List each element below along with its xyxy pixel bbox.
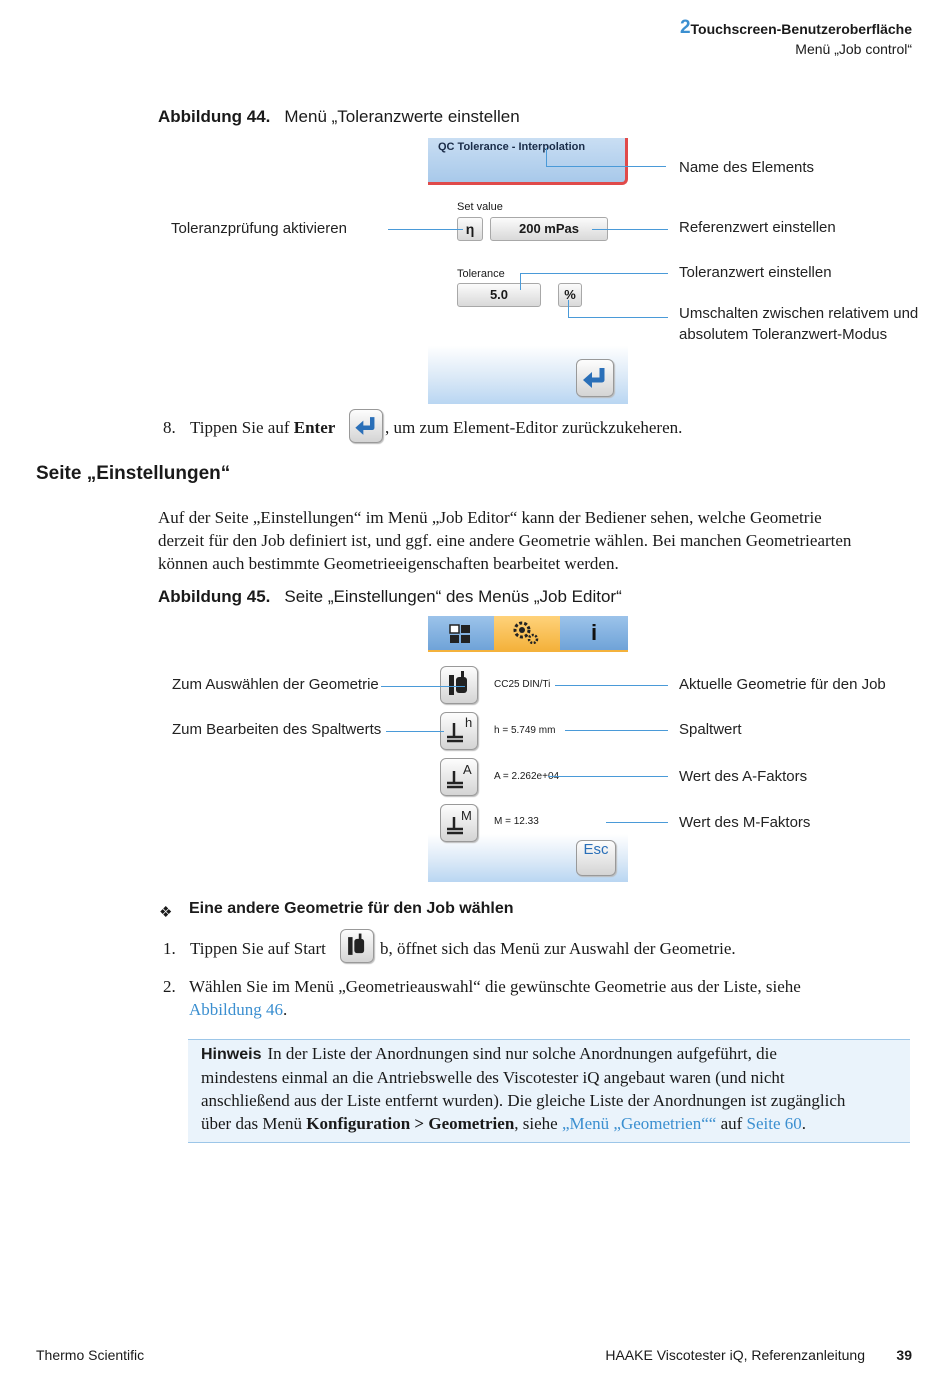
callout-tolerance-value: Toleranzwert einstellen [679,264,832,281]
gap-value: h = 5.749 mm [494,725,556,736]
note-line4-mid: , siehe [514,1114,562,1133]
gear-icon [494,616,560,650]
tolerance-label: Tolerance [457,268,505,280]
callout-a-factor: Wert des A-Faktors [679,768,808,785]
callout-toggle-mode [679,303,918,345]
procedure-bullet: ❖ [159,904,173,921]
note-line3: anschließend aus der Liste entfernt wurden). Die gleiche Liste der Anordnungen ist zugänglich [201,1091,846,1110]
menu-geometrien-link[interactable]: „Menü „Geometrien““ [561,1114,717,1133]
inline-start-icon-button [340,929,374,963]
gap-icon-letter: h [465,715,473,730]
section-heading: Seite „Einstellungen“ [36,463,231,484]
settings-screen [428,616,628,882]
callout-current-geometry: Aktuelle Geometrie für den Job [679,676,886,693]
esc-button[interactable]: Esc [576,840,616,876]
tolerance-value-button[interactable]: 5.0 [457,283,541,307]
footer-left: Thermo Scientific [36,1347,145,1363]
callout-toggle-line2: absolutem Toleranzwert-Modus [679,326,888,343]
note-line4-end: . [801,1114,807,1133]
enter-arrow-icon [577,360,613,396]
tolerance-mode-button[interactable]: % [558,283,582,307]
tab-info[interactable]: i [560,616,628,650]
set-value-label: Set value [457,201,503,213]
m-factor-icon [441,805,477,841]
callout-reference-value: Referenzwert einstellen [679,219,836,236]
spindle-hand-icon [341,930,373,962]
step-8-enter: Enter [293,418,336,437]
enter-button[interactable] [576,359,614,397]
element-name: QC Tolerance - Interpolation [438,141,586,153]
edit-gap-button[interactable] [440,712,478,750]
note-text [201,1042,845,1135]
figure-45-caption [158,587,622,607]
tab-settings[interactable] [494,616,560,650]
page-60-link[interactable]: Seite 60 [746,1114,802,1133]
set-value-button[interactable]: 200 mPas [490,217,608,241]
note-line4-auf: auf [716,1114,747,1133]
callout-m-factor: Wert des M-Faktors [679,814,811,831]
a-factor-icon [441,759,477,795]
tab-overview[interactable] [428,616,494,650]
title-bar [428,138,628,185]
m-factor-value: M = 12.33 [494,816,539,827]
step-2-end: . [282,1000,288,1019]
section-title: Menü „Job control“ [795,41,912,57]
chapter-number: 2 [680,17,691,38]
figure-46-link[interactable]: Abbildung 46 [189,1000,283,1019]
procedure-title: Eine andere Geometrie für den Job wählen [189,900,514,917]
paragraph-line3: können auch bestimmte Geometrieeigenschaften bearbeitet werden. [158,554,619,573]
paragraph-line2: derzeit für den Job definiert ist, und ggf. eine andere Geometrie wählen. Bei manchen Geometriearten [158,531,852,550]
step-1-after: b, öffnet sich das Menü zur Auswahl der Geometrie. [380,939,736,958]
note-label: Hinweis [201,1046,262,1063]
step-2-text [189,975,801,1021]
footer-right: HAAKE Viscotester iQ, Referenzanleitung [605,1347,865,1363]
callout-element-name: Name des Elements [679,159,815,176]
note-line4-prefix: über das Menü [201,1114,307,1133]
step-2-line1: Wählen Sie im Menü „Geometrieauswahl“ die gewünschte Geometrie aus der Liste, siehe [189,977,801,996]
note-line1: In der Liste der Anordnungen sind nur solche Anordnungen aufgeführt, die [267,1044,777,1063]
a-icon-letter: A [463,762,472,777]
figure-45-label: Abbildung 45. [158,587,271,606]
step-8-after: , um zum Element-Editor zurückzukeheren. [385,418,683,437]
figure-44-title: Menü „Toleranzwerte einstellen [284,107,520,126]
paragraph [158,506,851,575]
a-factor-value: A = 2.262e+04 [494,771,560,782]
step-8-number: 8. [163,418,176,437]
gap-icon [441,713,477,749]
a-factor-button[interactable] [440,758,478,796]
figure-44-label: Abbildung 44. [158,107,271,126]
spindle-hand-icon [441,667,477,703]
note-menu-path: Konfiguration > Geometrien [306,1114,515,1133]
callout-activate-check: Toleranzprüfung aktivieren [171,220,347,237]
callout-gap-value: Spaltwert [679,721,742,738]
step-2-number: 2. [163,977,176,996]
eta-toggle-button[interactable]: η [457,217,483,241]
note-line2: mindestens einmal an die Antriebswelle des Viscotester iQ angebaut waren (und nicht [201,1068,785,1087]
page-number: 39 [896,1347,912,1363]
step-8-text [190,416,335,439]
callout-edit-gap: Zum Bearbeiten des Spaltwerts [172,721,382,738]
inline-enter-icon-button [349,409,383,443]
current-geometry: CC25 DIN/Ti [494,679,551,690]
paragraph-line1: Auf der Seite „Einstellungen“ im Menü „Job Editor“ kann der Bediener sehen, welche Geometrie [158,508,822,527]
callout-select-geometry: Zum Auswählen der Geometrie [172,676,379,693]
step-1-number: 1. [163,939,176,958]
step-8-before: Tippen Sie auf [190,418,294,437]
figure-45-title: Seite „Einstellungen“ des Menüs „Job Editor“ [284,587,622,606]
callout-toggle-line1: Umschalten zwischen relativem und [679,305,919,322]
figure-44-caption [158,107,520,127]
grid-icon [428,616,494,650]
m-icon-letter: M [461,808,472,823]
chapter-title: Touchscreen-Benutzeroberfläche [690,21,912,37]
step-1-before: Tippen Sie auf Start [190,939,326,958]
m-factor-button[interactable] [440,804,478,842]
enter-arrow-icon [350,410,382,442]
select-geometry-button[interactable] [440,666,478,704]
tolerance-screen [428,138,628,404]
